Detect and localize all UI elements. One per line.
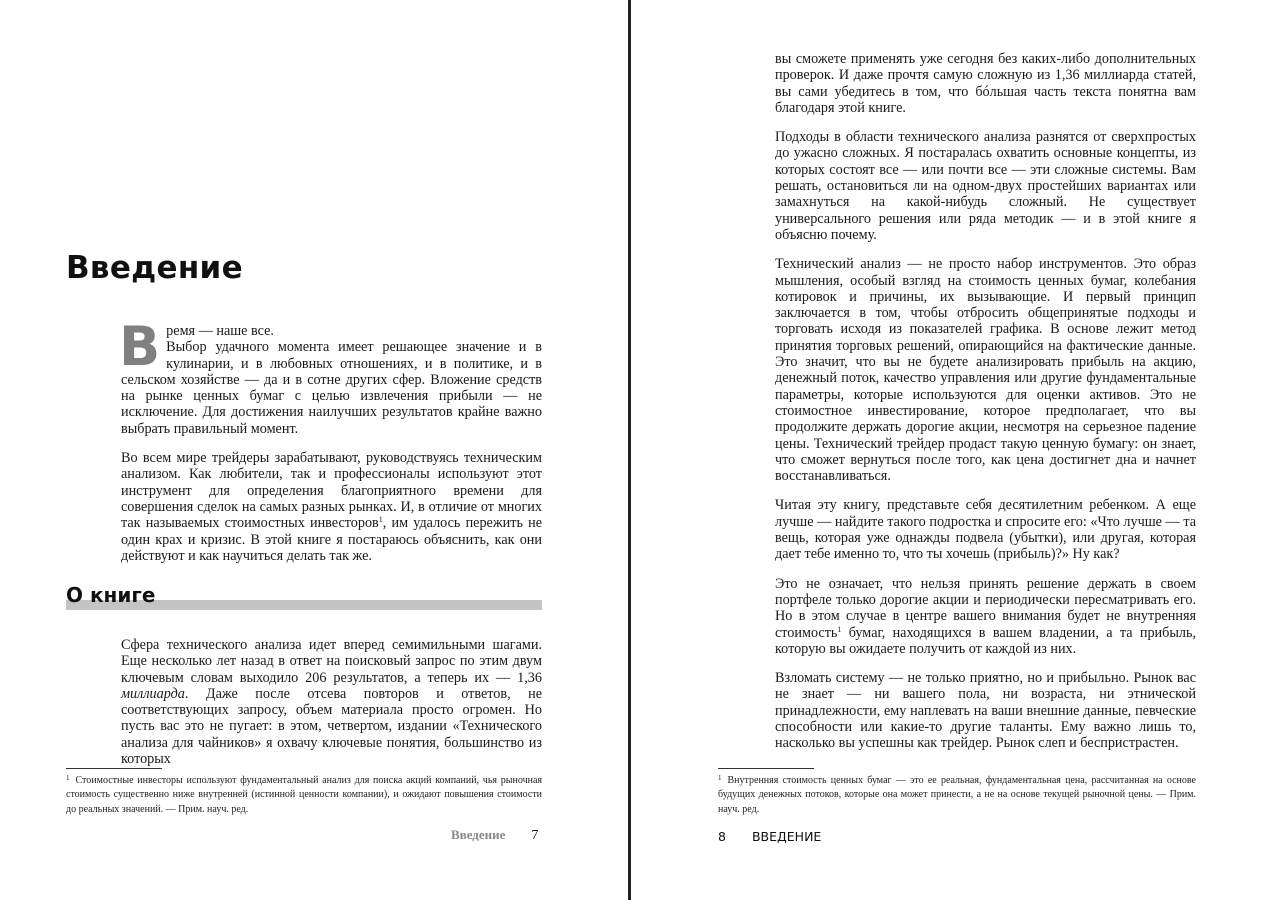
footnote-rule (66, 768, 162, 769)
running-head: ВВЕДЕНИЕ (751, 829, 822, 844)
about-italic-word: миллиарда (121, 685, 185, 702)
footnote-text: Стоимостные инвесторы используют фундаментальный анализ для поиска акций компаний, чья рыночная стоимость существенно ниже внутренней (истинной ценности компании), и ожидают повышения стоимости до реальных значений. — Прим. науч. ред. (66, 775, 542, 815)
intro-paragraph-1 (119, 315, 542, 437)
intro-first-line: ремя — наше все. (166, 323, 274, 339)
left-page (0, 0, 629, 900)
page-number: 8 (718, 829, 726, 844)
intro-paragraph-2-text: Во всем мире трейдеры зарабатывают, руководствуясь техническим анализом. Как любители, так и профессионалы используют этот инструмент для определения благоприятного времени для совершения сделок на самых разных рынках. И, в отличие от многих так называемых стоимостных инвесторов (121, 450, 542, 532)
footnote (718, 771, 1196, 817)
paragraph: вы сможете применять уже сегодня без каких-либо дополнительных проверок. И даже прочтя самую сложную из 1,36 миллиарда статей, вы сами убедитесь в том, что бóльшая часть текста понятна вам благодаря этой книге. (775, 51, 1196, 116)
right-page-body (775, 51, 1196, 765)
intro-paragraph-2-text-end: , им удалось пережить не один крах и кризис. В этой книге я постараюсь объяснить, как они действуют и как научиться делать так же. (121, 515, 542, 564)
intro-paragraph-1-text: Выбор удачного момента имеет решающее значение и в кулинарии, и в любовных отношениях, и в политике, и в сельском хозяйстве — да и в сотне других сфер. Вложение средств на рынке ценных бумаг с целью извлечения прибыли — не исключение. Для достижения наилучших результатов крайне важно выбрать правильный момент. (121, 339, 542, 437)
footnote-text: Внутренняя стоимость ценных бумаг — это ее реальная, фундаментальная цена, рассчитанная на основе будущих денежных потоков, которые она может принести, а не на основе текущей рыночной цены. — Прим. науч. ред. (718, 775, 1196, 815)
section-heading-about (66, 584, 542, 610)
about-section (121, 637, 542, 780)
about-paragraph (121, 637, 542, 767)
intro-paragraph-2 (121, 450, 542, 564)
footnote-marker: 1 (66, 774, 70, 782)
footnote-reference[interactable]: 1 (837, 624, 842, 634)
paragraph: Читая эту книгу, представьте себя десятилетним ребенком. А еще лучше — найдите такого подростка и спросите его: «Что лучше — та вещь, которая уже однажды подвела (убытки), или другая, которая дает тебе именно то, что ты хочешь (прибыль)?» Ну как? (775, 497, 1196, 563)
about-text-end: . Даже после отсева повторов и ответов, не соответствующих запросу, объем материала просто огромен. Но пусть вас это не пугает: в этом, четвертом, издании «Технического анализа для чайников» я охвачу ключевые понятия, большинство из которых (121, 685, 542, 768)
section-title: О книге (66, 583, 156, 607)
page-number: 7 (531, 828, 539, 843)
paragraph: Подходы в области технического анализа разнятся от сверхпростых до ужасно сложных. Я постаралась охватить основные концепты, из которых состоят все — или почти все — эти сложные системы. Вам решать, остановиться ли на одном-двух простейших вариантах или замахнуться на какой-нибудь сложный. Не существует универсального решения или ряда методик — и в этой книге я объясню почему. (775, 129, 1196, 243)
footnote-marker: 1 (718, 774, 722, 782)
running-head: Введение (451, 827, 506, 842)
paragraph-text: Это не означает, что нельзя принять решение держать в своем портфеле только дорогие акции и периодически пересматривать его. Но в этом случае в центре вашего внимания будет не внутренняя стоимость (775, 575, 1196, 641)
intro-section (119, 315, 542, 577)
paragraph: Взломать систему — не только приятно, но и прибыльно. Рынок вас не знает — ни вашего пола, ни возраста, ни этнической принадлежности, ему наплевать на ваши внешние данные, певческие способности или какие-то другие таланты. Ему важно лишь то, насколько вы успешны как трейдер. Рынок слеп и беспристрастен. (775, 670, 1196, 752)
footnote-rule (718, 768, 814, 769)
footnote (66, 771, 542, 817)
page-footer (451, 827, 538, 844)
paragraph: Технический анализ — не просто набор инструментов. Это образ мышления, особый взгляд на стоимость ценных бумаг, колебания котировок и причины, их вызывающие. И первый принцип заключается в том, чтобы отбросить общепринятые подходы и торговать исходя из показателей графика. В основе лежит метод принятия торговых решений, опирающийся на фактические данные. Это значит, что вы не будете анализировать прибыль на акцию, денежный поток, качество управления или другие фундаментальные параметры, которые используются для оценки активов. Это не стоимостное инвестирование, которое предполагает, что вы продолжите держать дорогие акции, несмотря на серьезное падение цены. Технический трейдер продаст такую ценную бумагу: он знает, что сможет вернуться после того, как цена достигнет дна и начнет восстанавливаться. (775, 256, 1196, 485)
drop-cap: В (119, 315, 161, 378)
footnote-reference[interactable]: 1 (378, 515, 383, 525)
page-footer (718, 829, 821, 844)
paragraph (775, 576, 1196, 657)
about-text: Сфера технического анализа идет вперед семимильными шагами. Еще несколько лет назад в ответ на поисковый запрос по этим двум ключевым словам выходило 206 результатов, а теперь их — 1,36 (121, 637, 542, 686)
paragraph-text-end: бумаг, находящихся в вашем владении, а та прибыль, которую вы ожидаете получить от каждой из них. (775, 624, 1196, 657)
chapter-title: Введение (66, 250, 243, 286)
